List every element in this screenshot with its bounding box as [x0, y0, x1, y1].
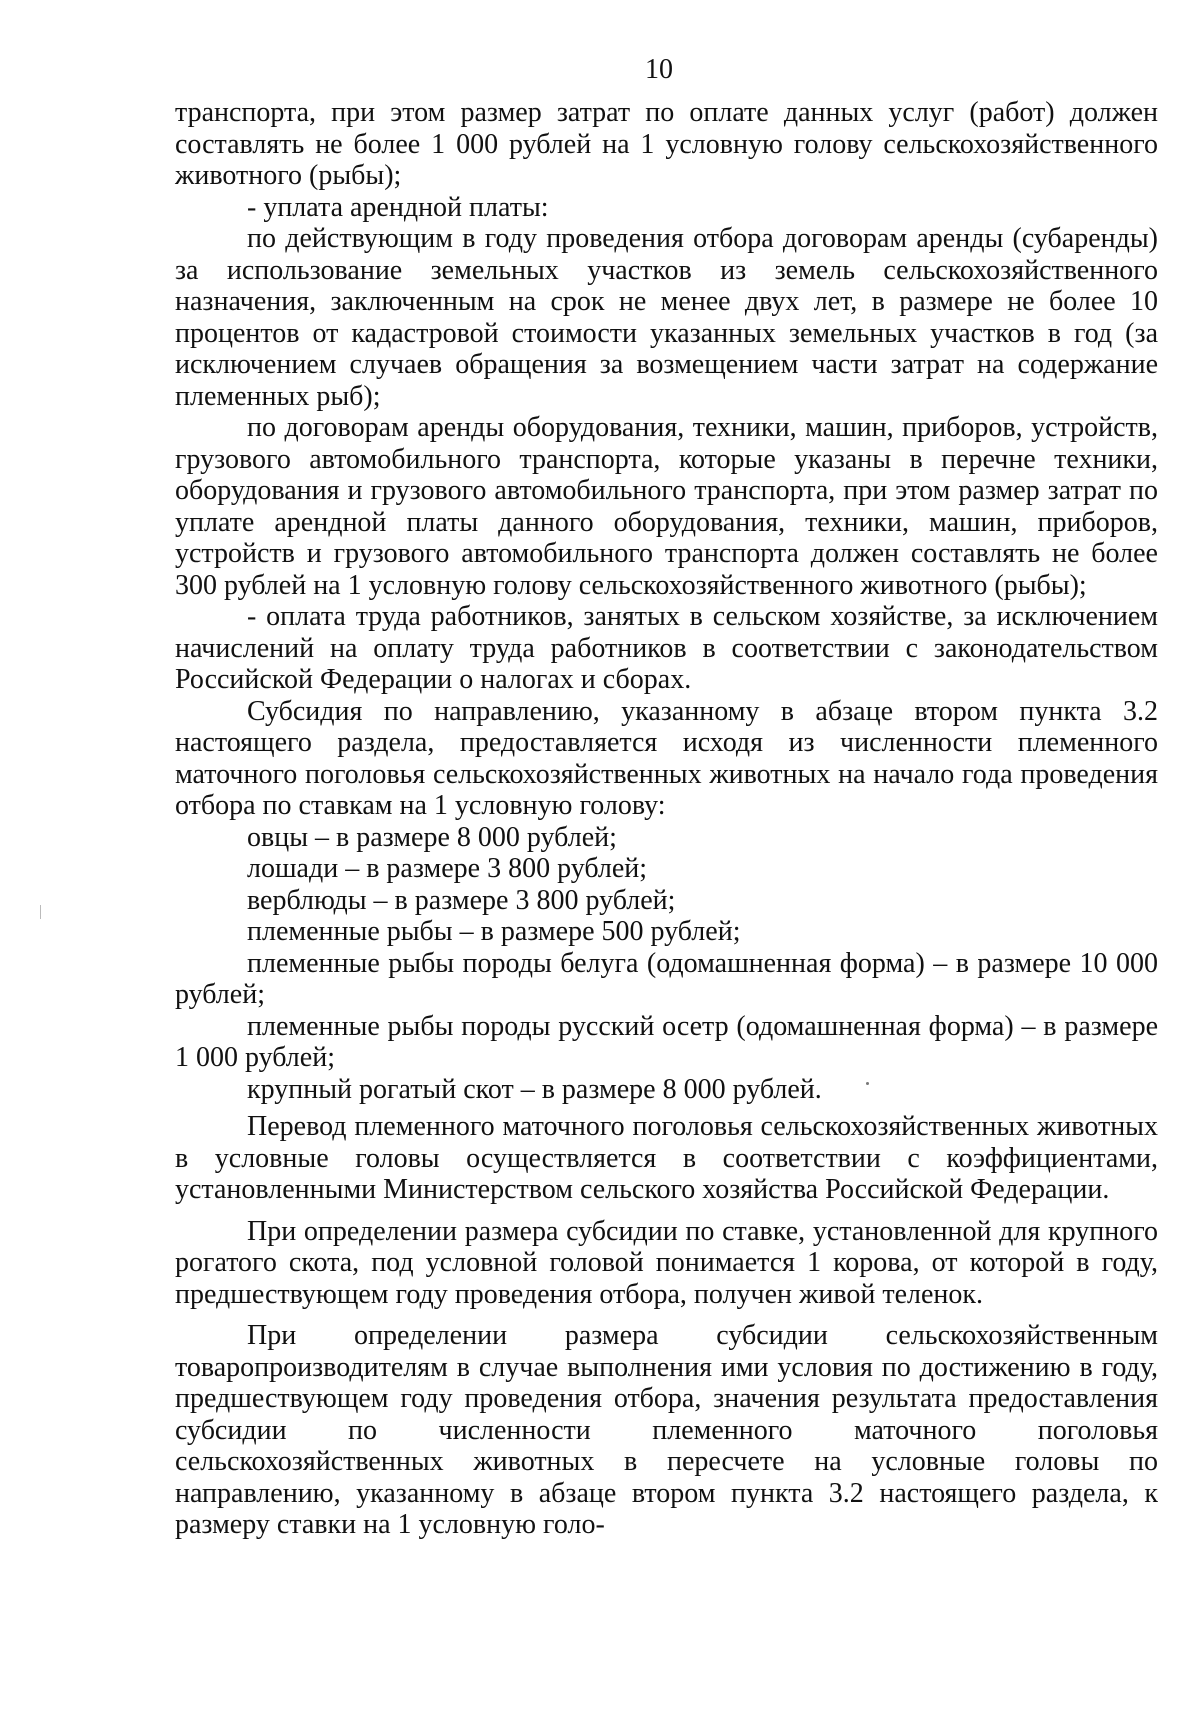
paragraph-transport-costs: транспорта, при этом размер затрат по оплате данных услуг (работ) должен составлять не более 1 000 рублей на 1 условную голову сельскохозяйственного животного (рыбы);	[175, 97, 1158, 191]
rate-item-horses: лошади – в размере 3 800 рублей;	[247, 853, 648, 884]
paragraph-subsidy-direction: Субсидия по направлению, указанному в абзаце втором пункта 3.2 настоящего раздела, предоставляется исходя из численности племенного маточного поголовья сельскохозяйственных животных на начало года проведения отбора по ставкам на 1 условную голову:	[175, 695, 1158, 821]
rate-item-sheep: овцы – в размере 8 000 рублей;	[247, 821, 617, 853]
scan-margin-mark	[40, 905, 41, 919]
document-body	[175, 97, 1158, 1541]
rate-item-russian-sturgeon: племенные рыбы породы русский осетр (одомашненная форма) – в размере 1 000 рублей;	[175, 1010, 1158, 1073]
rate-item-cattle: крупный рогатый скот – в размере 8 000 рублей.	[247, 1073, 822, 1105]
paragraph-equipment-rent: по договорам аренды оборудования, техники, машин, приборов, устройств, грузового автомобильного транспорта, которые указаны в перечне техники, оборудования и грузового автомобильного транспорта, при этом размер затрат по уплате арендной платы данного оборудования, техники, машин, приборов, устройств и грузового автомобильного транспорта должен составлять не более 300 рублей на 1 условную голову сельскохозяйственного животного (рыбы);	[175, 412, 1158, 601]
paragraph-cattle-head-definition: При определении размера субсидии по ставке, установленной для крупного рогатого скота, под условной головой понимается 1 корова, от которой в году, предшествующем году проведения отбора, получен живой теленок.	[175, 1215, 1158, 1310]
paragraph-rent-heading: - уплата арендной платы:	[247, 191, 549, 223]
paragraph-land-rent: по действующим в году проведения отбора договорам аренды (субаренды) за использование земельных участков из земель сельскохозяйственного назначения, заключенным на срок не менее двух лет, в размере не более 10 процентов от кадастровой стоимости указанных земельных участков в год (за исключением случаев обращения за возмещением части затрат на содержание племенных рыб);	[175, 223, 1158, 412]
paragraph-conversion: Перевод племенного маточного поголовья сельскохозяйственных животных в условные головы осуществляется в соответствии с коэффициентами, установленными Министерством сельского хозяйства Российской Федерации.	[175, 1111, 1158, 1205]
paragraph-labor-pay: - оплата труда работников, занятых в сельском хозяйстве, за исключением начислений на оплату труда работников в соответствии с законодательством Российской Федерации о налогах и сборах.	[175, 601, 1158, 695]
scan-speck	[866, 1082, 869, 1085]
rate-item-beluga: племенные рыбы породы белуга (одомашненная форма) – в размере 10 000 рублей;	[175, 947, 1158, 1010]
rate-item-breeding-fish: племенные рыбы – в размере 500 рублей;	[247, 916, 741, 947]
page-number: 10	[645, 54, 673, 85]
paragraph-subsidy-calculation: При определении размера субсидии сельскохозяйственным товаропроизводителям в случае выполнения ими условия по достижению в году, предшествующем году проведения отбора, значения результата предоставления субсидии по численности племенного маточного поголовья сельскохозяйственных животных в пересчете на условные головы по направлению, указанному в абзаце втором пункта 3.2 настоящего раздела, к размеру ставки на 1 условную голо-	[175, 1320, 1158, 1540]
rate-item-camels: верблюды – в размере 3 800 рублей;	[247, 884, 676, 916]
